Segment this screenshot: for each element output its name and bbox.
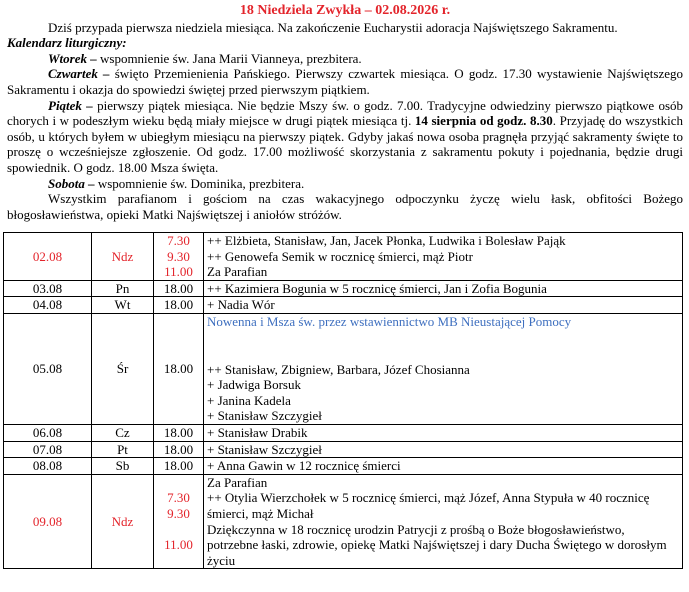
time-cell: 18.00 [154,424,204,441]
table-row [4,233,683,281]
intention-cell: + Stanisław Szczygieł [204,441,683,458]
intention: + Stanisław Szczygieł [207,408,322,424]
mass-schedule-table [3,232,683,569]
time-cell: 18.00 [154,297,204,314]
day-cell: Pt [92,441,154,458]
announcements [7,0,683,222]
calendar-day-label: Piątek – [48,97,93,113]
date-cell: 08.08 [4,458,92,475]
date-cell: 02.08 [4,233,92,281]
calendar-entry-text: . Przyjadę do wszystkich osób, u których byłem w ubiegłym miesiącu na pierwszy piątek. Gdyby jakaś nowa osoba pragnęła przyjąć sakramenty święte to proszę o wcześniejsze zgłoszenie. Od godz. 17.00 możliwość skorzystania z sakramentu pokuty i pojednania, będzie drugi spowiednik. O godz. 18.00 Msza święta. [7,113,684,175]
time-value: 11.00 [164,264,193,280]
date-cell: 04.08 [4,297,92,314]
day-cell: Wt [92,297,154,314]
intention-cell: + Nadia Wór [204,297,683,314]
date-cell: 06.08 [4,424,92,441]
time-cell: 18.00 [154,441,204,458]
intention: ++ Stanisław, Zbigniew, Barbara, Józef Chosianna [207,361,470,377]
time-cell [154,233,204,281]
time-value: 11.00 [164,537,193,553]
intention: Dziękczynna w 18 rocznicę urodzin Patrycji z prośbą o Boże błogosławieństwo, potrzebne łaski, zdrowie, opiekę Matki Najświętszej i dary Ducha Świętego w dorosłym życiu [207,521,667,568]
calendar-entry-friday [7,98,683,176]
table-row [4,458,683,475]
spacer [207,330,679,346]
day-cell: Pn [92,280,154,297]
calendar-entry-text: wspomnienie św. Dominika, prezbitera. [97,175,305,191]
day-cell: Ndz [92,233,154,281]
intention-cell [204,233,683,281]
intention: ++ Genowefa Semik w rocznicę śmierci, mąż Piotr [207,248,473,264]
day-cell: Cz [92,424,154,441]
time-value: 9.30 [167,248,190,264]
intention-cell: ++ Kazimiera Bogunia w 5 rocznicę śmierci, Jan i Zofia Bogunia [204,280,683,297]
day-cell: Śr [92,313,154,424]
calendar-entry-tuesday [7,51,683,67]
table-row [4,474,683,569]
intention: + Jadwiga Borsuk [207,377,301,393]
calendar-day-label: Wtorek – [48,50,97,66]
spacer [157,521,200,537]
table-row [4,280,683,297]
intention: ++ Otylia Wierzchołek w 5 rocznicę śmierci, mąż Józef, Anna Stypuła w 40 rocznicę śmierci, mąż Michał [207,490,650,521]
page-title: 18 Niedziela Zwykła – 02.08.2026 r. [239,3,451,18]
spacer [207,346,679,362]
calendar-entry-thursday [7,66,683,97]
intention-cell: + Anna Gawin w 12 rocznicę śmierci [204,458,683,475]
day-cell: Sb [92,458,154,475]
calendar-entry-text: pierwszy piątek miesiąca. Nie będzie Mszy św. o godz. 7.00. Tradycyjne odwiedziny pierwszo piątkowe osób chorych i w podeszłym wieku będą miały miejsce w drugi piątek miesiąca tj. [7,97,684,129]
calendar-entry-text: wspomnienie św. Jana Marii Vianneya, prezbitera. [100,50,362,66]
time-value: 7.30 [167,233,190,248]
calendar-day-label: Czwartek – [48,66,110,82]
time-cell: 18.00 [154,313,204,424]
table-row [4,424,683,441]
intention: Za Parafian [207,474,268,490]
time-value: 9.30 [167,505,190,521]
calendar-entry-text: święto Przemienienia Pańskiego. Pierwszy czwartek miesiąca. O godz. 17.30 wystawienie Najświętszego Sakramentu i okazja do spowiedzi świętej przed pierwszym piątkiem. [7,66,683,97]
date-cell: 03.08 [4,280,92,297]
time-cell: 18.00 [154,280,204,297]
calendar-day-label: Sobota – [48,175,95,191]
table-row [4,441,683,458]
intro-paragraph: Dziś przypada pierwsza niedziela miesiąca. Na zakończenie Eucharystii adoracja Najświętszego Sakramentu. [48,19,618,35]
date-cell: 07.08 [4,441,92,458]
date-cell: 09.08 [4,474,92,569]
visit-date: 14 sierpnia od godz. 8.30 [414,113,553,129]
date-cell: 05.08 [4,313,92,424]
day-cell: Ndz [92,474,154,569]
time-value: 7.30 [167,490,190,506]
time-cell: 18.00 [154,458,204,475]
intention-cell [204,474,683,569]
intention: + Janina Kadela [207,392,291,408]
time-cell [154,474,204,569]
intention-cell: + Stanisław Drabik [204,424,683,441]
calendar-heading: Kalendarz liturgiczny: [7,35,127,51]
intention: Za Parafian [207,264,268,280]
calendar-entry-saturday [7,176,683,192]
closing-paragraph: Wszystkim parafianom i gościom na czas wakacyjnego odpoczynku życzę wielu łask, obfitości Bożego błogosławieństwa, opieki Matki Najświętszej i aniołów stróżów. [7,191,683,222]
intention: ++ Elżbieta, Stanisław, Jan, Jacek Płonka, Ludwika i Bolesław Pająk [207,233,566,248]
table-row [4,297,683,314]
table-row [4,313,683,424]
intention-cell [204,313,683,424]
novena-note: Nowenna i Msza św. przez wstawiennictwo MB Nieustającej Pomocy [207,313,572,329]
